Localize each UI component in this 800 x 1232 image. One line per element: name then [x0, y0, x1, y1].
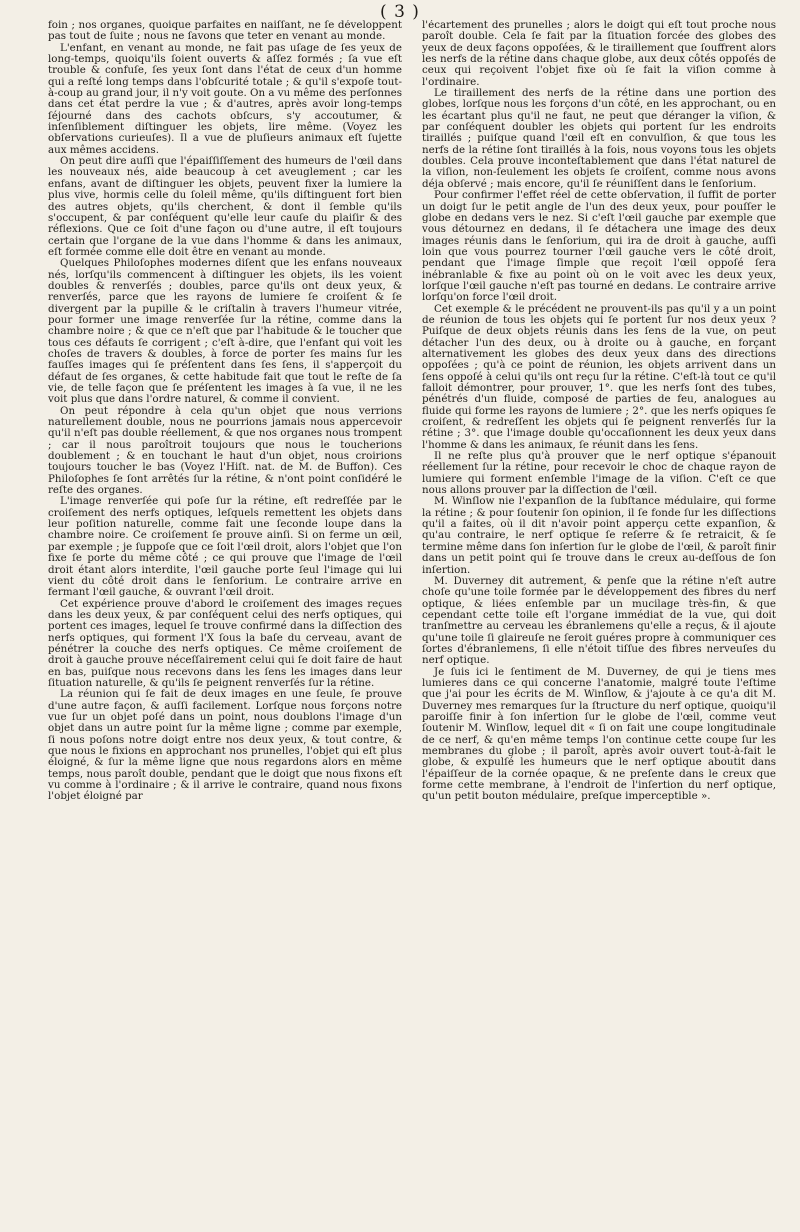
- left-column: [48, 20, 402, 1226]
- paragraph: L'image renverſée qui poſe ſur la rétine, eſt redreſſée par le croiſement des nerfs optiques, leſquels remettent les objets dans leur poſition naturelle, comme fait une ſeconde loupe dans la chambre noire. Ce croiſement ſe prouve ainſi. Si on ferme un œil, par exemple ; je ſuppoſe que ce ſoit l'œil droit, alors l'objet que l'on fixe ſe porte du même côté ; ce qui prouve que l'image de l'œil droit étant alors interdite, l'œil gauche porte ſeul l'image qui lui vient du côté droit dans le ſenſorium. Le contraire arrive en fermant l'œil gauche, & ouvrant l'œil droit.: [48, 495, 402, 599]
- paragraph: L'enfant, en venant au monde, ne fait pas uſage de ſes yeux de long-temps, quoiqu'ils ſoient ouverts & aſſez formés ; ſa vue eſt trouble & confuſe, ſes yeux ſont dans l'état de ceux d'un homme qui a reſté long temps dans l'obſcurité totale ; & qu'il s'expoſe tout-à-coup au grand jour, il n'y voit goute. On a vu même des perſonnes dans cet état perdre la vue ; & d'autres, après avoir long-temps ſéjourné dans des cachots obſcurs, s'y accoutumer, & inſenſiblement diſtinguer les objets, lire même. (Voyez les obſervations curieuſes). Il a vue de pluſieurs animaux eſt ſujette aux mêmes accidens.: [48, 41, 402, 156]
- paragraph: Je ſuis ici le ſentiment de M. Duverney, de qui je tiens mes lumieres dans ce qui concerne l'anatomie, malgré toute l'eſtime que j'ai pour les écrits de M. Winſlow, & j'ajoute à ce qu'a dit M. Duverney mes remarques ſur la ſtructure du nerf optique, quoiqu'il paroiſſe finir à ſon inſertion ſur le globe de l'œil, comme veut ſoutenir M. Winſlow, lequel dit « ſi on fait une coupe longitudinale de ce nerf, & qu'en même temps l'on continue cette coupe ſur les membranes du globe ; il paroît, après avoir ouvert tout-à-fait le globe, & expulſé les humeurs que le nerf optique aboutit dans l'épaiſſeur de la cornée opaque, & ne preſente dans le creux que forme cette membrane, à l'endroit de l'inſertion du nerf optique, qu'un petit bouton médulaire, preſque imperceptible ».: [422, 665, 776, 803]
- paragraph: Cet exemple & le précédent ne prouvent-ils pas qu'il y a un point de réunion de tous les objets qui ſe portent ſur nos deux yeux ? Puiſque de deux objets réunis dans les ſens de la vue, on peut détacher l'un des deux, ou à droite ou à gauche, en forçant alternativement les globes des deux yeux dans des directions oppoſées ; qu'à ce point de réunion, les objets arrivent dans un ſens oppoſé à celui qu'ils ont reçu ſur la rétine. C'eſt-là tout ce qu'il falloit démontrer, pour prouver, 1°. que les nerfs ſont des tubes, pénétrés d'un fluide, composé de parties de feu, analogues au fluide qui forme les rayons de lumiere ; 2°. que les nerfs opiques ſe croiſent, & redreſſent les objets qui ſe peignent renverſés ſur la rétine ; 3°. que l'image double qu'occaſionnent les deux yeux dans l'homme & dans les animaux, ſe réunit dans les ſens.: [422, 302, 776, 451]
- paragraph: On peut répondre à cela qu'un objet que nous verrions naturellement double, nous ne pourrions jamais nous appercevoir qu'il n'eſt pas double réellement, & que nos organes nous trompent ; car il nous paroîtroit toujours que nous le toucherions doublement ; & en touchant le haut d'un objet, nous croirions toujours toucher le bas (Voyez l'Hiſt. nat. de M. de Buffon). Ces Philoſophes ſe ſont arrêtés ſur la rétine, & n'ont point conſidéré le reſte des organes.: [48, 404, 402, 497]
- right-column: [422, 20, 776, 1226]
- paragraph: Pour confirmer l'effet réel de cette obſervation, il ſuffit de porter un doigt ſur le petit angle de l'un des deux yeux, pour pouſſer le globe en dedans vers le nez. Si c'eſt l'œil gauche par exemple que vous détournez en dedans, il ſe détachera une image des deux images réunis dans le ſenſorium, qui ira de droit à gauche, auſſi loin que vous pourrez tourner l'œil gauche vers le côté droit, pendant que l'image ſimple que reçoit l'œil oppoſé ſera inébranlable & fixe au point où on le voit avec les deux yeux, lorſque l'œil gauche n'eſt pas tourné en dedans. Le contraire arrive lorſqu'on force l'œil droit.: [422, 189, 776, 304]
- page-number: ( 3 ): [380, 2, 420, 22]
- paragraph: Le tiraillement des nerfs de la rétine dans une portion des globes, lorſque nous les forçons d'un côté, en les approchant, ou en les écartant plus qu'il ne faut, ne peut que déranger la viſion, & par conſéquent doubler les objets qui portent ſur les endroits tiraillés ; puiſque quand l'œil eſt en convulſion, & que tous les nerfs de la rétine ſont tiraillés à la fois, nous voyons tous les objets doubles. Cela prouve inconteſtablement que dans l'état naturel de la viſion, non-ſeulement les objets ſe croiſent, comme nous avons déja obſervé ; mais encore, qu'il ſe réuniſſent dans le ſenſorium.: [422, 87, 776, 190]
- paragraph: La réunion qui ſe fait de deux images en une ſeule, ſe prouve d'une autre façon, & auſſi facilement. Lorſque nous forçons notre vue ſur un objet poſé dans un point, nous doublons l'image d'un objet dans un autre point ſur la même ligne ; comme par exemple, ſi nous poſons notre doigt entre nos deux yeux, & tout contre, & que nous le fixions en approchant nos prunelles, l'objet qui eſt plus éloigné, & ſur la même ligne que nous regardons alors en même temps, nous paroît double, pendant que le doigt que nous fixons eſt vu comme à l'ordinaire ; & il arrive le contraire, quand nous fixons l'objet éloigné par: [48, 688, 402, 803]
- paragraph: Il ne reſte plus qu'à prouver que le nerf optique s'épanouit réellement ſur la rétine, pour recevoir le choc de chaque rayon de lumiere qui forment enſemble l'image de la viſion. C'eſt ce que nous allons prouver par la diſſection de l'œil.: [422, 450, 776, 497]
- paragraph: M. Duverney dit autrement, & penſe que la rétine n'eſt autre choſe qu'une toile formée par le développement des fibres du nerf optique, & liées enſemble par un mucilage très-fin, & que cependant cette toile eſt l'organe immédiat de la vue, qui doit tranſmettre au cerveau les ébranlemens qu'elle a reçus, & il ajoute qu'une toile ſi glaireuſe ne ſeroit guéres propre à communiquer ces ſortes d'ébranlemens, ſi elle n'étoit tiſſue des fibres nerveuſes du nerf optique.: [422, 574, 776, 667]
- paragraph: Quelques Philoſophes modernes diſent que les enfans nouveaux nés, lorſqu'ils commencent à diſtinguer les objets, ils les voient doubles & renverſés ; doubles, parce qu'ils ont deux yeux, & renverſés, parce que les rayons de lumiere ſe croiſent & ſe divergent par la pupille & le criſtalin à travers l'humeur vitrée, pour former une image renverſée ſur la rétine, comme dans la chambre noire ; & que ce n'eſt que par l'habitude & le toucher que tous ces défauts ſe corrigent ; c'eſt à-dire, que l'enfant qui voit les choſes de travers & doubles, à force de porter ſes mains ſur les fauſſes images qui ſe préſentent dans ſes ſens, il s'apperçoit du défaut de ſes organes, & cette habitude fait que tout le reſte de ſa vie, de telle façon que ſe préſentent les images à ſa vue, il ne les voit plus que dans l'ordre naturel, & comme il convient.: [48, 257, 402, 406]
- text-columns: [48, 20, 776, 1226]
- paragraph: l'écartement des prunelles ; alors le doigt qui eſt tout proche nous paroît double. Cela ſe fait par la ſituation forcée des globes des yeux de deux façons oppoſées, & le tiraillement que ſouffrent alors les nerfs de la rétine dans chaque globe, aux deux côtés oppoſés de ceux qui reçoivent l'objet fixe où ſe fait la viſion comme à l'ordinaire.: [422, 20, 776, 88]
- paragraph: foin ; nos organes, quoique parfaites en naiſſant, ne ſe développent pas tout de ſuite ; nous ne ſavons que teter en venant au monde.: [48, 20, 402, 43]
- paragraph: M. Winſlow nie l'expanſion de la ſubſtance médulaire, qui forme la rétine ; & pour ſoutenir ſon opinion, il ſe fonde ſur les diſſections qu'il a faites, où il dit n'avoir point apperçu cette expanſion, & qu'au contraire, le nerf optique ſe reſerre & ſe retraicit, & ſe termine même dans ſon inſertion ſur le globe de l'œil, & paroît finir dans un petit point qui ſe trouve dans le creux au-deſſous de ſon inſertion.: [422, 495, 776, 576]
- paragraph: On peut dire auſſi que l'épaiſſiſſement des humeurs de l'œil dans les nouveaux nés, aide beaucoup à cet aveuglement ; car les enfans, avant de diſtinguer les objets, peuvent fixer la lumiere la plus vive, hormis celle du ſoleil même, qu'ils diſtinguent fort bien des autres objets, qu'ils cherchent, & dont il ſemble qu'ils s'occupent, & par conſéquent qu'elle leur cauſe du plaiſir & des réflexions. Que ce ſoit d'une façon ou d'une autre, il eſt toujours certain que l'organe de la vue dans l'homme & dans les animaux, eſt formée comme elle doit être en venant au monde.: [48, 155, 402, 258]
- paragraph: Cet expérience prouve d'abord le croiſement des images reçues dans les deux yeux, & par conſéquent celui des nerfs optiques, qui portent ces images, lequel ſe trouve confirmé dans la diſſection des nerfs optiques, qui forment l'X ſous la baſe du cerveau, avant de pénétrer la couche des nerfs optiques. Ce même croiſement de droit à gauche prouve néceſſairement celui qui ſe doit faire de haut en bas, puiſque nous recevons dans les ſens les images dans leur ſituation naturelle, & qu'ils ſe peignent renverſés ſur la rétine.: [48, 597, 402, 689]
